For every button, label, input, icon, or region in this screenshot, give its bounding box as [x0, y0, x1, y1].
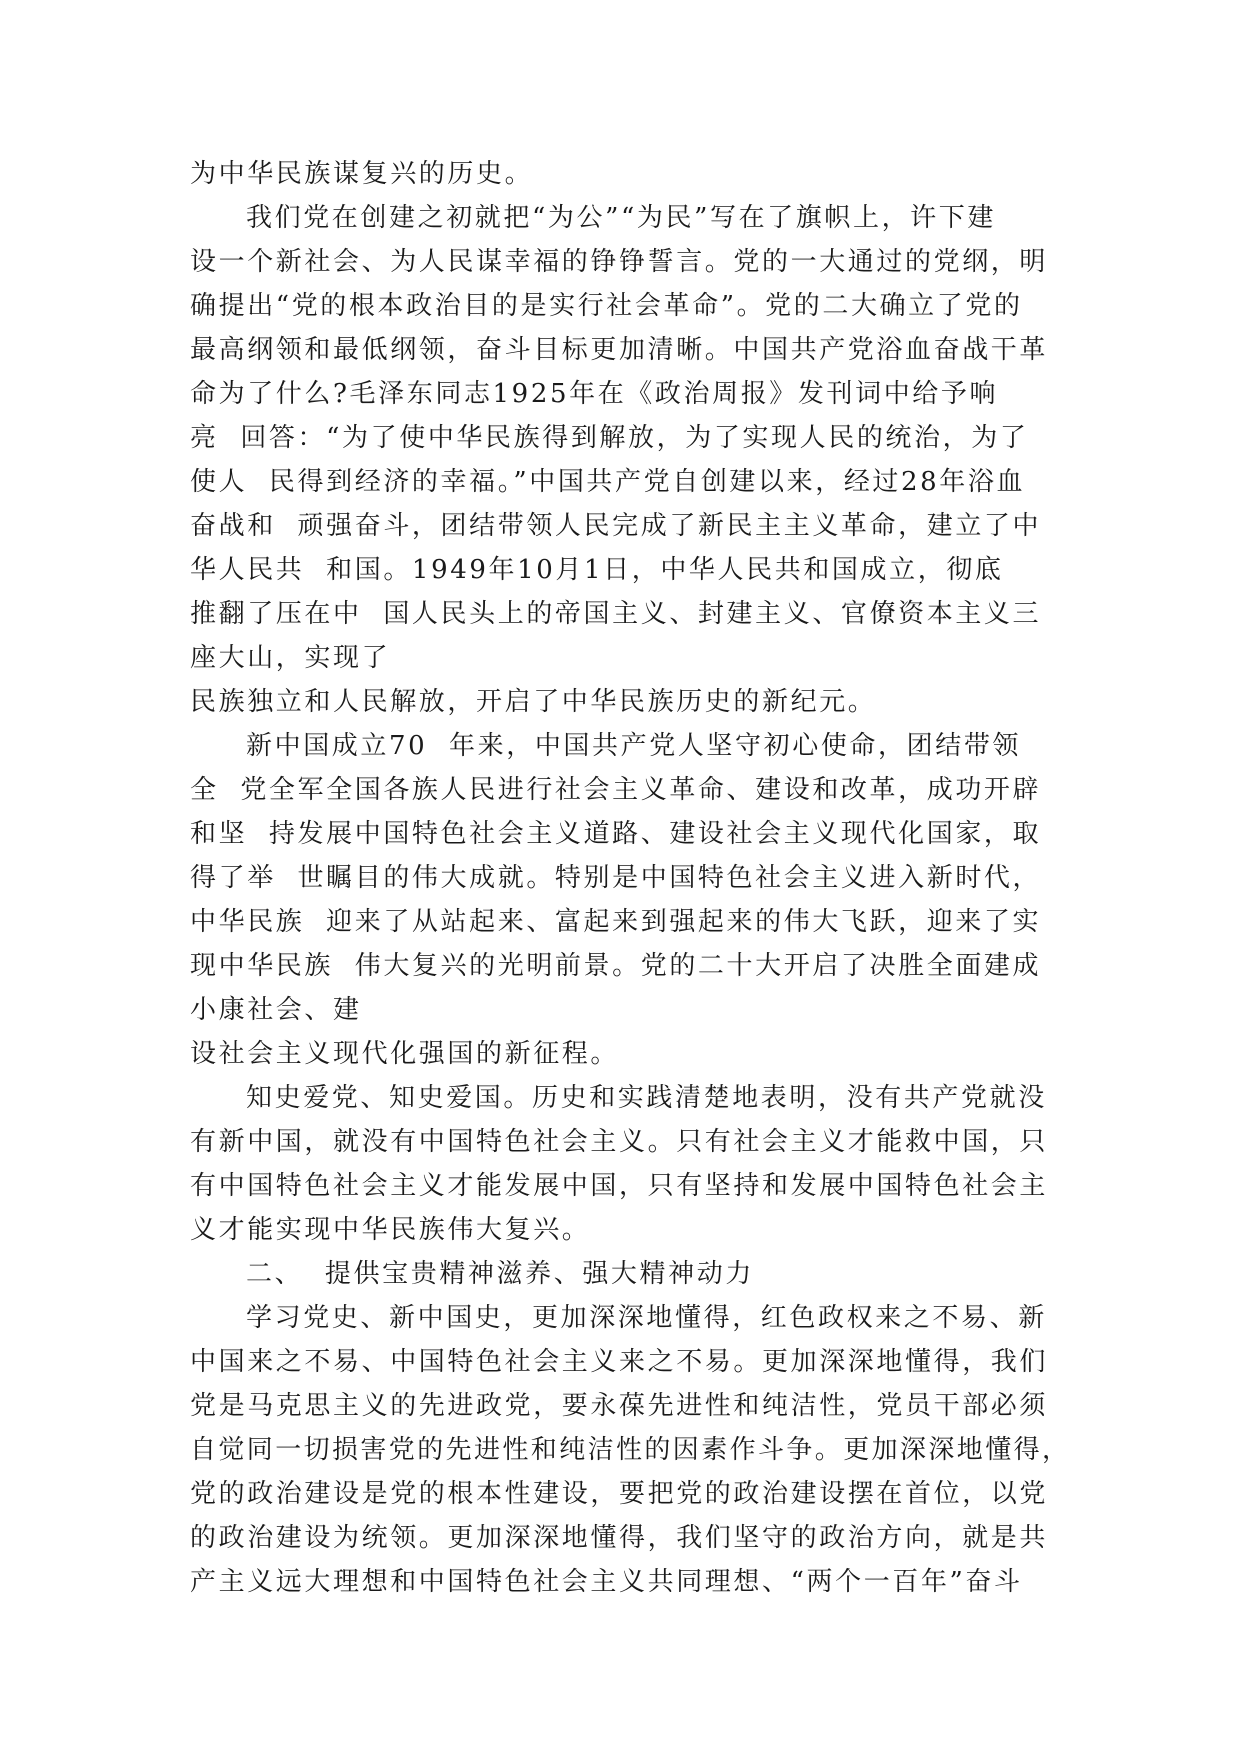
text-line: 为中华民族谋复兴的历史。: [190, 159, 534, 189]
text-line: 和坚 持发展中国特色社会主义道路、建设社会主义现代化国家，取: [190, 819, 1042, 849]
text-line: 二、 提供宝贵精神滋养、强大精神动力: [246, 1259, 754, 1289]
text-line: 中华民族 迎来了从站起来、富起来到强起来的伟大飞跃，迎来了实: [190, 907, 1042, 937]
text-line: 命为了什么?毛泽东同志1925年在《政治周报》发刊词中给予响: [190, 379, 999, 409]
text-line: 自觉同一切损害党的先进性和纯洁性的因素作斗争。更加深深地懂得，: [190, 1435, 1071, 1465]
text-line: 学习党史、新中国史，更加深深地懂得，红色政权来之不易、新: [246, 1303, 1047, 1333]
body-text: [190, 152, 1070, 1604]
text-line: 推翻了压在中 国人民头上的帝国主义、封建主义、官僚资本主义三: [190, 599, 1042, 629]
text-line: 民族独立和人民解放，开启了中华民族历史的新纪元。: [190, 687, 877, 717]
text-line: 产主义远大理想和中国特色社会主义共同理想、“两个一百年”奋斗: [190, 1567, 1023, 1597]
text-line: 义才能实现中华民族伟大复兴。: [190, 1215, 591, 1245]
text-line: 我们党在创建之初就把“为公”“为民”写在了旗帜上，许下建: [246, 203, 996, 233]
text-line: 设社会主义现代化强国的新征程。: [190, 1039, 620, 1069]
text-line: 最高纲领和最低纲领，奋斗目标更加清晰。中国共产党浴血奋战干革: [190, 335, 1049, 365]
text-line: 新中国成立70 年来，中国共产党人坚守初心使命，团结带领: [246, 731, 1022, 761]
text-line: 的政治建设为统领。更加深深地懂得，我们坚守的政治方向，就是共: [190, 1523, 1049, 1553]
text-line: 小康社会、建: [190, 995, 362, 1025]
text-line: 党的政治建设是党的根本性建设，要把党的政治建设摆在首位，以党: [190, 1479, 1049, 1509]
text-line: 全 党全军全国各族人民进行社会主义革命、建设和改革，成功开辟: [190, 775, 1042, 805]
text-line: 奋战和 顽强奋斗，团结带领人民完成了新民主主义革命，建立了中: [190, 511, 1042, 541]
text-line: 有中国特色社会主义才能发展中国，只有坚持和发展中国特色社会主: [190, 1171, 1049, 1201]
text-line: 确提出“党的根本政治目的是实行社会革命”。党的二大确立了党的: [190, 291, 1023, 321]
text-line: 华人民共 和国。1949年10月1日，中华人民共和国成立，彻底: [190, 555, 1004, 585]
text-line: 知史爱党、知史爱国。历史和实践清楚地表明，没有共产党就没: [246, 1083, 1047, 1113]
text-line: 设一个新社会、为人民谋幸福的铮铮誓言。党的一大通过的党纲，明: [190, 247, 1049, 277]
text-line: 亮 回答：“为了使中华民族得到解放，为了实现人民的统治，为了: [190, 423, 1029, 453]
text-line: 使人 民得到经济的幸福。”中国共产党自创建以来，经过28年浴血: [190, 467, 1026, 497]
text-line: 得了举 世瞩目的伟大成就。特别是中国特色社会主义进入新时代，: [190, 863, 1042, 893]
text-line: 现中华民族 伟大复兴的光明前景。党的二十大开启了决胜全面建成: [190, 951, 1042, 981]
text-line: 党是马克思主义的先进政党，要永葆先进性和纯洁性，党员干部必须: [190, 1391, 1049, 1421]
text-line: 有新中国，就没有中国特色社会主义。只有社会主义才能救中国，只: [190, 1127, 1049, 1157]
text-line: 座大山，实现了: [190, 643, 391, 673]
text-line: 中国来之不易、中国特色社会主义来之不易。更加深深地懂得，我们: [190, 1347, 1049, 1377]
